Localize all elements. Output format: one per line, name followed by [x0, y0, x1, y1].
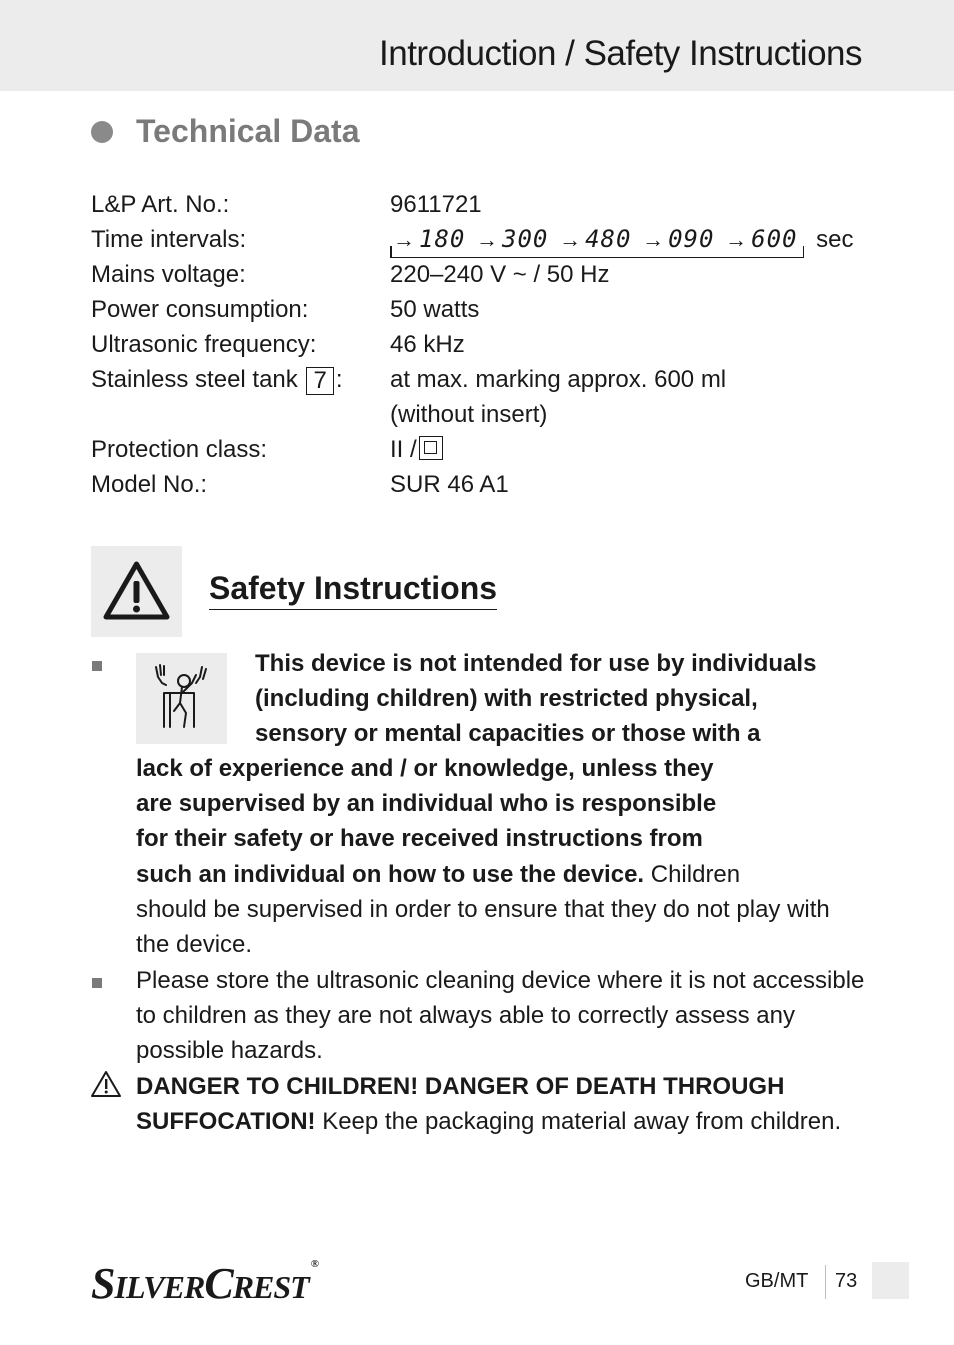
spec-value: 220–240 V ~ / 50 Hz — [390, 261, 610, 288]
text-line: possible hazards. — [136, 1037, 323, 1065]
spec-row-frequency — [91, 327, 871, 362]
spec-label: Time intervals: — [91, 226, 247, 253]
section-bullet — [91, 121, 113, 143]
warning-tile — [91, 546, 182, 637]
footer-divider — [825, 1265, 826, 1299]
part-reference-number: 7 — [306, 367, 333, 395]
child-hand-icon — [136, 653, 227, 744]
arrow-right-icon: → — [559, 227, 583, 252]
text-line: for their safety or have received instructions from — [136, 825, 703, 853]
interval-value: 480 — [585, 225, 632, 253]
safety-instructions-heading: Safety Instructions — [209, 570, 497, 610]
spec-label: Mains voltage: — [91, 261, 246, 288]
warning-triangle-icon — [91, 546, 182, 637]
spec-label: Model No.: — [91, 471, 208, 498]
spec-value: SUR 46 A1 — [390, 471, 509, 498]
spec-label — [91, 362, 342, 397]
text-line: are supervised by an individual who is responsible — [136, 790, 717, 818]
text-line: sensory or mental capacities or those with a — [255, 720, 761, 748]
spec-row-art-no — [91, 187, 871, 222]
spec-value: 50 watts — [390, 296, 480, 323]
text-line — [136, 857, 866, 892]
spec-value — [390, 432, 443, 467]
interval-value: 600 — [751, 225, 798, 253]
technical-data-heading: Technical Data — [136, 113, 360, 149]
spec-value — [390, 362, 726, 432]
spec-row-tank — [91, 362, 871, 432]
footer-tab — [872, 1262, 909, 1299]
text-line: (including children) with restricted physical, — [255, 685, 758, 713]
spec-row-model — [91, 467, 871, 502]
child-icon-tile — [136, 653, 227, 744]
page-title: Introduction / Safety Instructions — [379, 34, 862, 73]
footer-language: GB/MT — [745, 1270, 809, 1292]
tank-value-line: (without insert) — [390, 401, 548, 428]
warning-triangle-icon — [90, 1070, 122, 1098]
tank-label-text: Stainless steel tank — [91, 366, 298, 393]
protection-class-text: II / — [390, 436, 417, 463]
safety-paragraph-3 — [136, 1069, 871, 1139]
list-bullet — [92, 978, 102, 988]
double-insulation-icon — [419, 436, 443, 460]
bold-fragment: SUFFOCATION! — [136, 1108, 316, 1136]
arrow-right-icon: → — [725, 227, 749, 252]
spec-row-time-intervals — [91, 222, 871, 257]
text-line: Please store the ultrasonic cleaning device where it is not accessible — [136, 967, 865, 994]
text-line: the device. — [136, 931, 253, 959]
safety-paragraph-1-rest — [136, 751, 866, 962]
spec-label: Power consumption: — [91, 296, 309, 323]
safety-paragraph-2 — [136, 963, 871, 1069]
arrow-right-icon: → — [393, 227, 416, 252]
list-bullet — [92, 661, 102, 671]
technical-data-table — [91, 187, 871, 502]
interval-value: 090 — [668, 225, 715, 253]
tank-value-line: at max. marking approx. 600 ml — [390, 366, 727, 393]
interval-unit: sec — [816, 226, 854, 253]
small-warning — [90, 1070, 122, 1103]
spec-row-power — [91, 292, 871, 327]
bold-fragment: such an individual on how to use the device. — [136, 860, 645, 888]
interval-value: 300 — [502, 225, 549, 253]
arrow-right-icon: → — [476, 227, 500, 252]
text-line: should be supervised in order to ensure that they do not play with — [136, 895, 830, 923]
text-line: lack of experience and / or knowledge, unless they — [136, 755, 714, 782]
spec-value — [390, 222, 854, 258]
spec-value: 9611721 — [390, 191, 482, 218]
text-line — [136, 1104, 871, 1139]
spec-row-protection — [91, 432, 871, 467]
safety-paragraph-1-top — [255, 646, 870, 752]
arrow-right-icon: → — [642, 227, 666, 252]
text-line: DANGER TO CHILDREN! DANGER OF DEATH THROUGH — [136, 1073, 785, 1100]
spec-row-mains-voltage — [91, 257, 871, 292]
label-colon: : — [335, 366, 343, 393]
spec-label: Protection class: — [91, 436, 268, 463]
time-interval-sequence — [390, 222, 803, 258]
silvercrest-logo: SILVERCREST® — [91, 1258, 318, 1308]
spec-value: 46 kHz — [390, 331, 465, 358]
normal-fragment: Keep the packaging material away from children. — [315, 1108, 842, 1136]
text-line: to children as they are not always able to correctly assess any — [136, 1002, 795, 1030]
spec-label: L&P Art. No.: — [91, 191, 230, 218]
normal-fragment: Children — [644, 860, 741, 888]
interval-value: 180 — [419, 225, 466, 253]
text-line: This device is not intended for use by individuals — [255, 650, 817, 677]
spec-label: Ultrasonic frequency: — [91, 331, 317, 358]
page-number: 73 — [835, 1270, 858, 1292]
